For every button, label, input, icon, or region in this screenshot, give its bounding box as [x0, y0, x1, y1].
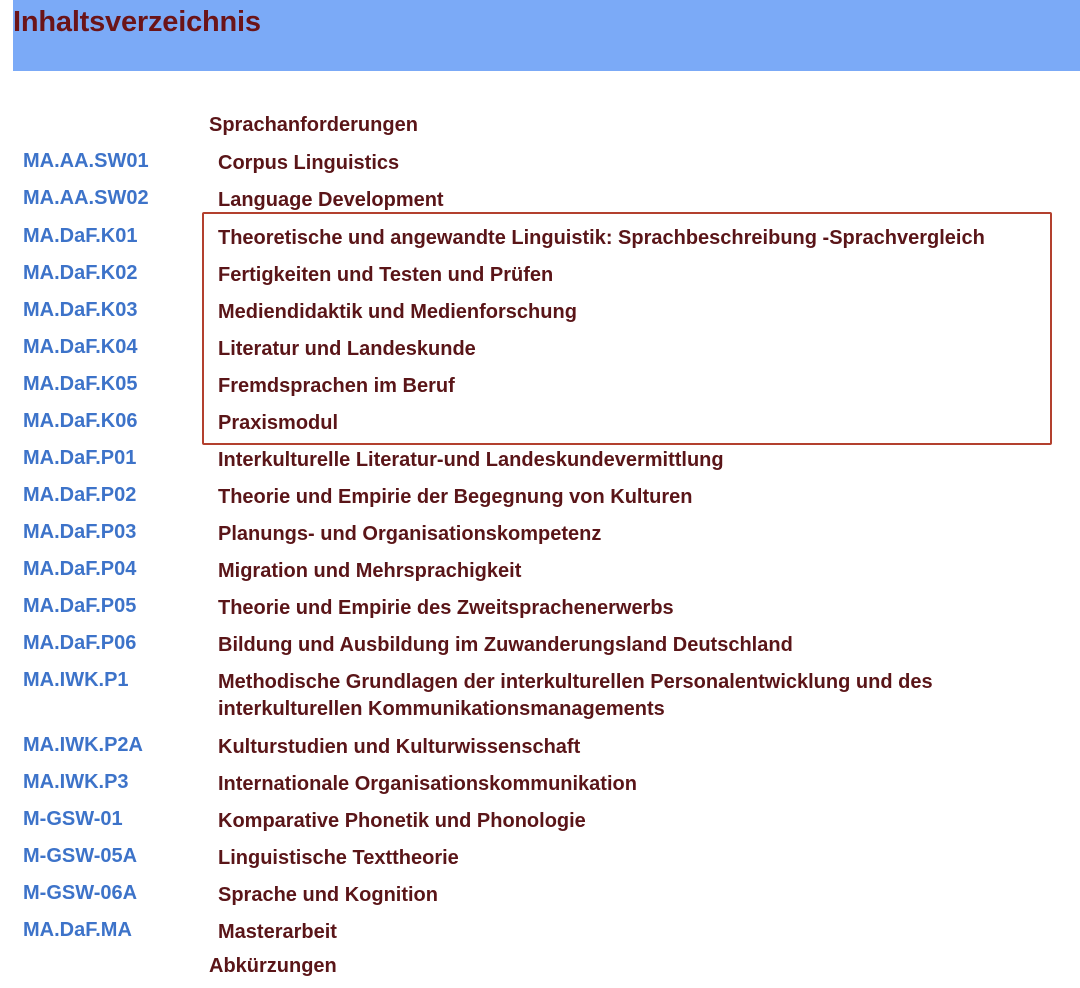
toc-title-link[interactable]: Mediendidaktik und Medienforschung [218, 301, 577, 323]
toc-title-link[interactable]: Fertigkeiten und Testen und Prüfen [218, 264, 554, 286]
toc-title-link[interactable]: Migration und Mehrsprachigkeit [218, 560, 522, 582]
toc-title-link[interactable]: Bildung und Ausbildung im Zuwanderungsland Deutschland [218, 634, 793, 656]
toc-code-link[interactable]: M-GSW-01 [23, 808, 123, 830]
toc-code-link[interactable]: MA.DaF.K05 [23, 373, 138, 395]
toc-title-link[interactable]: Masterarbeit [218, 921, 337, 943]
toc-code-link[interactable]: MA.AA.SW01 [23, 150, 149, 172]
toc-code-link[interactable]: MA.DaF.P05 [23, 595, 137, 617]
toc-code-link[interactable]: MA.DaF.P04 [23, 558, 137, 580]
toc-title-link[interactable]: Planungs- und Organisationskompetenz [218, 523, 602, 545]
toc-title-link[interactable]: Literatur und Landeskunde [218, 338, 476, 360]
toc-code-link[interactable]: M-GSW-05A [23, 845, 138, 867]
toc-title-link[interactable]: Theorie und Empirie des Zweitsprachenerwerbs [218, 597, 674, 619]
toc-code-link[interactable]: MA.AA.SW02 [23, 187, 149, 209]
header-bar [13, 0, 1080, 71]
toc-code-link[interactable]: MA.DaF.K01 [23, 225, 138, 247]
toc-code-link[interactable]: MA.DaF.K04 [23, 336, 138, 358]
toc-code-link[interactable]: MA.IWK.P1 [23, 669, 129, 691]
toc-title-link[interactable]: Corpus Linguistics [218, 152, 400, 174]
toc-code-link[interactable]: MA.IWK.P2A [23, 734, 143, 756]
toc-code-link[interactable]: MA.DaF.K03 [23, 299, 138, 321]
toc-title-link[interactable]: Fremdsprachen im Beruf [218, 375, 455, 397]
toc-title-link[interactable]: Methodische Grundlagen der interkulturellen Personalentwicklung und des interkulturellen Kommunikationsmanagements [218, 671, 933, 720]
toc-code-link[interactable]: MA.DaF.P06 [23, 632, 137, 654]
toc-code-link[interactable]: MA.DaF.K06 [23, 410, 138, 432]
toc-code-link[interactable]: MA.DaF.MA [23, 919, 132, 941]
toc-code-link[interactable]: MA.IWK.P3 [23, 771, 129, 793]
page-title: Inhaltsverzeichnis [13, 6, 261, 38]
toc-title-link[interactable]: Language Development [218, 189, 444, 211]
toc-code-link[interactable]: MA.DaF.P02 [23, 484, 137, 506]
toc-title-link[interactable]: Theoretische und angewandte Linguistik: Sprachbeschreibung -Sprachvergleich [218, 227, 985, 249]
toc-title-link[interactable]: Kulturstudien und Kulturwissenschaft [218, 736, 581, 758]
toc-title-link[interactable]: Sprache und Kognition [218, 884, 438, 906]
toc-code-link[interactable]: MA.DaF.P03 [23, 521, 137, 543]
toc-title-link[interactable]: Theorie und Empirie der Begegnung von Kulturen [218, 486, 693, 508]
toc-title-link[interactable]: Komparative Phonetik und Phonologie [218, 810, 586, 832]
section-heading-abkuerzungen[interactable]: Abkürzungen [209, 955, 337, 977]
section-heading-sprachanforderungen[interactable]: Sprachanforderungen [209, 114, 418, 136]
toc-code-link[interactable]: M-GSW-06A [23, 882, 138, 904]
toc-title-link[interactable]: Interkulturelle Literatur-und Landeskundevermittlung [218, 449, 724, 471]
toc-title-link[interactable]: Praxismodul [218, 412, 339, 434]
toc-title-link[interactable]: Linguistische Texttheorie [218, 847, 459, 869]
toc-code-link[interactable]: MA.DaF.P01 [23, 447, 137, 469]
toc-title-link[interactable]: Internationale Organisationskommunikation [218, 773, 637, 795]
toc-code-link[interactable]: MA.DaF.K02 [23, 262, 138, 284]
